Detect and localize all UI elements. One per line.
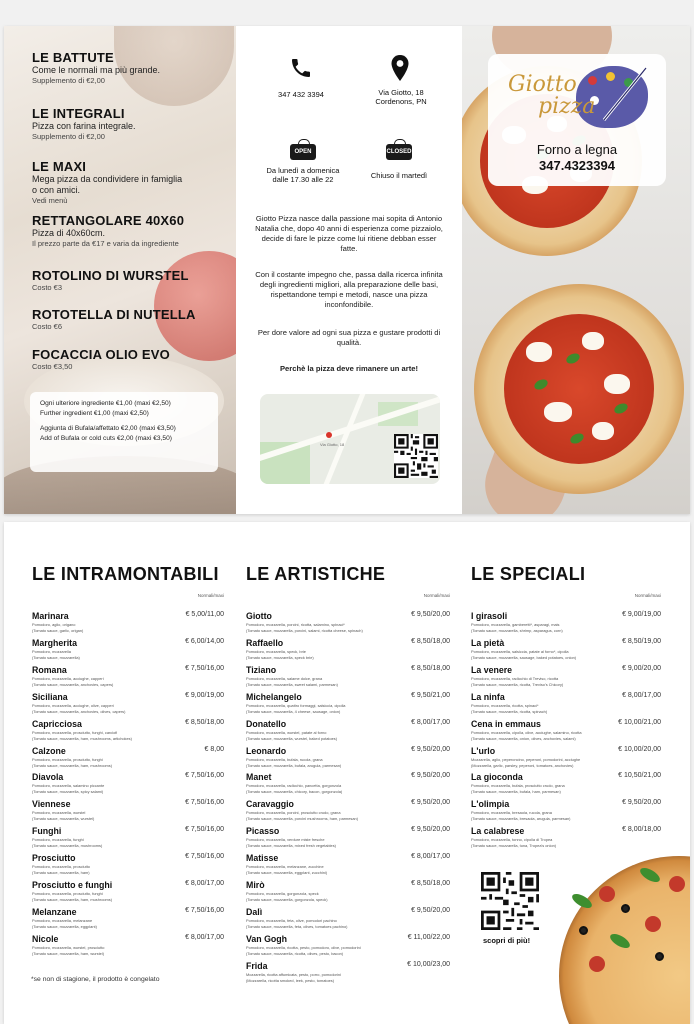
menu-item-name: Raffaello (246, 637, 284, 648)
menu-item (32, 746, 224, 773)
menu-item-price: € 8,00/17,00 (411, 718, 450, 726)
menu-item (471, 611, 661, 638)
menu-item (471, 772, 661, 799)
menu-item (32, 611, 224, 638)
menu-item-price: € 9,00/19,00 (622, 611, 661, 618)
menu-item (246, 934, 450, 961)
menu-item (32, 934, 224, 961)
menu-item-ingredients: Pomodoro, mozzarella, ricotta, pesto, pomodoro, olive, pomodorini (246, 944, 361, 950)
menu-item (32, 665, 224, 692)
menu-item-price: € 8,50/18,00 (185, 718, 224, 726)
address-line: Via Giotto, 18 (378, 88, 424, 97)
menu-item-name: Romana (32, 664, 67, 675)
menu-item-ingredients: Pomodoro, mozzarella, porcini, ricotta, salamino, spinaci* (246, 622, 345, 627)
menu-item-price: € 11,00/22,00 (407, 933, 450, 941)
menu-item (246, 772, 450, 799)
variant-rotella (32, 308, 232, 331)
menu-item-ingredients: Pomodoro, mozzarella, gamberetti*, asparagi, mais (471, 622, 560, 627)
variant-title: LE MAXI (32, 159, 87, 174)
variant-desc: Pizza con farina integrale. (32, 121, 136, 131)
menu-item-name: Frida (246, 960, 268, 971)
menu-item-ingredients-en: (Tomato sauce, mozzarella, mixed fresh vegetables) (246, 843, 336, 849)
panel-cover (462, 26, 690, 514)
price-header: Normali/maxi (197, 593, 224, 598)
menu-item-ingredients: Pomodoro, mozzarella, melanzane, zucchine (246, 864, 324, 870)
tagline: Forno a legna (536, 142, 618, 157)
menu-item-ingredients-en: (Tomato sauce, mozzarella, porcini mushrooms, ham, parmesan) (246, 816, 359, 822)
about-paragraph: Per dore valore ad ogni sua pizza e gustare prodotti di qualità. (257, 328, 441, 347)
about-paragraph: Giotto Pizza nasce dalla passione mai sopita di Antonio Natalia che, dopo 40 anni di esperienza come pizzaiolo, decide di fare le pizze come lui ritiene debban esser fatte. (255, 214, 443, 253)
price-header: Normali/maxi (423, 593, 450, 598)
hours-line: Da lunedì a domenica (266, 166, 340, 175)
variant-desc: Pizza di 40x60cm. (32, 228, 106, 238)
menu-item-ingredients: Pomodoro, mozzarella, bresaola, rucola, grana (471, 810, 552, 816)
menu-item (246, 853, 450, 880)
map-marker-icon (326, 432, 332, 438)
menu-item (471, 665, 661, 692)
menu-item-price: € 7,50/16,00 (185, 664, 224, 672)
address-line: Cordenons, PN (375, 97, 427, 106)
menu-item-price: € 8,00/17,00 (411, 853, 450, 861)
menu-item-price: € 8,00/17,00 (185, 880, 224, 887)
menu-item (32, 880, 224, 907)
variant-rotolino (32, 269, 232, 292)
menu-item-name: La calabrese (471, 826, 525, 837)
menu-item-ingredients: Pomodoro, mozzarella, porcini, prosciutto crudo, grana (246, 810, 341, 816)
menu-item (32, 692, 224, 719)
variant-rettangolare (32, 214, 232, 248)
section-title: LE SPECIALI (471, 564, 586, 584)
menu-item-ingredients-en: (Tomato sauce, mozzarella, ham) (32, 870, 90, 876)
hours-line: dalle 17.30 alle 22 (272, 175, 334, 184)
menu-item-name: Matisse (246, 853, 279, 864)
menu-item-name: Van Gogh (246, 933, 288, 944)
menu-item-name: Tiziano (246, 664, 277, 675)
menu-item-ingredients: Pomodoro, mozzarella, salame dolce, grana (246, 675, 323, 681)
menu-item-price: € 9,50/20,00 (411, 906, 450, 914)
menu-item (32, 907, 224, 934)
menu-item-ingredients: Pomodoro, mozzarella, cipolla, olive, acciughe, salamino, ricotta (471, 729, 582, 735)
menu-item-ingredients: Pomodoro, mozzarella, ricotta, spinaci* (471, 702, 539, 708)
menu-item-ingredients-en: (Tomato sauce, mozzarella, 4 cheese, sausage, onion) (246, 708, 341, 714)
pizza-illustration (559, 856, 690, 1024)
menu-item-name: I girasoli (471, 611, 508, 621)
menu-item-ingredients-en: (Tomato sauce, mozzarella, speck brie) (246, 654, 314, 660)
menu-item-price: € 9,50/20,00 (622, 799, 661, 807)
logo-word: pizza (538, 94, 596, 119)
opening-hours (252, 166, 354, 184)
menu-item-price: € 7,50/16,00 (185, 772, 224, 780)
menu-item-price: € 7,50/16,00 (185, 853, 224, 861)
menu-item-price: € 8,50/18,00 (411, 880, 450, 887)
menu-item-ingredients-en: (Tomato sauce, mozzarella, bresaola, arugula, parmesan) (471, 816, 571, 822)
menu-item-ingredients-en: (Tomato sauce, mozzarella, ricotta, Treviso's Chicory) (471, 681, 564, 687)
menu-item (471, 799, 661, 826)
menu-item-price: € 9,00/20,00 (622, 664, 661, 672)
variant-battute (32, 51, 232, 85)
phone-icon (289, 56, 313, 80)
extra-line: Ogni ulteriore ingrediente €1,00 (maxi €2,50) (40, 400, 171, 407)
phone-number[interactable]: 347 432 3394 (278, 90, 324, 99)
variant-desc: Mega pizza da condividere in famiglia (32, 174, 183, 184)
menu-item-ingredients-en: (Tomato sauce, mozzarella, mushrooms) (32, 843, 103, 849)
variant-sub: Supplemento di €2,00 (32, 132, 105, 141)
menu-item (246, 880, 450, 907)
extra-line: Add of Bufala or cold cuts €2,00 (maxi €3,50) (40, 434, 172, 442)
menu-item (32, 853, 224, 880)
menu-item-ingredients-en: (Tomato sauce, mozzarella, anchovies, capers) (32, 681, 114, 687)
variant-focaccia (32, 348, 232, 371)
variant-integrali (32, 107, 232, 141)
menu-item-price: € 10,00/23,00 (407, 960, 450, 968)
extras-box (30, 392, 218, 472)
menu-item-price: € 8,50/18,00 (411, 664, 450, 672)
menu-item-name: Siciliana (32, 691, 68, 702)
brand-logo-card (488, 54, 666, 186)
menu-item-price: € 9,50/20,00 (411, 745, 450, 753)
menu-item-price: € 9,00/19,00 (185, 691, 224, 699)
menu-item-ingredients-en: (Mozzarella, garlic, parsley, peperoni, tomatoes, anchovies) (471, 762, 574, 768)
menu-item (246, 611, 450, 638)
menu-item (246, 907, 450, 934)
open-sign-icon: OPEN (290, 144, 316, 160)
pizza-photo (474, 284, 684, 494)
menu-item (246, 638, 450, 665)
menu-item-name: L'urlo (471, 745, 496, 756)
address (358, 88, 444, 106)
motto: Perchè la pizza deve rimanere un arte! (279, 364, 418, 373)
menu-item-ingredients-en: (Tomato sauce, mozzarella) (32, 654, 80, 660)
menu-item-name: La gioconda (471, 772, 523, 783)
variant-title: ROTOLINO DI WURSTEL (32, 268, 189, 283)
menu-item-price: € 8,00/18,00 (622, 826, 661, 834)
menu-item-price: € 10,00/20,00 (618, 745, 661, 753)
menu-item-price: € 8,00/17,00 (622, 691, 661, 699)
variant-desc: Come le normali ma più grande. (32, 65, 161, 75)
menu-item-ingredients-en: (Tomato sauce, mozzarella, ricotta, olives, pesto, bacon) (246, 950, 344, 956)
menu-item-price: € 9,50/20,00 (411, 611, 450, 618)
panel-variants (4, 26, 236, 514)
menu-item-ingredients-en: (Tomato sauce, mozzarella, ham, wurstel) (32, 950, 105, 956)
menu-item-name: Cena in emmaus (471, 718, 541, 729)
menu-item-name: Marinara (32, 611, 69, 621)
menu-item-ingredients-en: (Tomato sauce, mozzarella, porcini, salami, ricotta cheese, spinach) (246, 628, 363, 633)
menu-item-ingredients-en: (Tomato sauce, mozzarella, chicory, bacon, gorgonzola) (246, 789, 343, 795)
menu-item-ingredients-en: (Mozzarella, ricotta smoked, leek, pesto, tomatoes) (246, 977, 335, 983)
menu-item-ingredients: Pomodoro, mozzarella, wurstel, patate al forno (246, 729, 327, 735)
menu-item (32, 826, 224, 853)
menu-item-ingredients: Pomodoro, mozzarella, prosciutto, funghi (32, 891, 103, 896)
menu-item-price: € 7,50/16,00 (185, 826, 224, 834)
variant-sub: Vedi menù (32, 196, 68, 205)
menu-item-price: € 9,50/21,00 (411, 691, 450, 699)
panel-info (236, 26, 462, 514)
menu-item (246, 665, 450, 692)
menu-item-price: € 10,50/21,00 (618, 772, 661, 780)
menu-item (471, 826, 661, 853)
menu-item-ingredients: Pomodoro, mozzarella, melanzane (32, 917, 93, 923)
section-title: LE ARTISTICHE (246, 564, 386, 584)
menu-item (32, 719, 224, 746)
menu-item-name: Viennese (32, 799, 71, 810)
variant-title: LE INTEGRALI (32, 106, 125, 121)
location-pin-icon (390, 54, 410, 82)
menu-item-name: La pietà (471, 637, 505, 648)
scan-more-label: scopri di più! (483, 936, 531, 945)
menu-item-ingredients: Pomodoro, mozzarella, acciughe, olive, capperi (32, 702, 114, 708)
menu-item (32, 772, 224, 799)
menu-item (471, 692, 661, 719)
variant-sub: Il prezzo parte da €17 e varia da ingrediente (32, 239, 179, 248)
menu-item-ingredients-en: (Tomato sauce, mozzarella, wurstel, baked potatoes) (246, 735, 338, 741)
menu-item-ingredients: Pomodoro, aglio, origano (32, 622, 76, 627)
menu-item-name: Leonardo (246, 745, 287, 756)
menu-item-price: € 5,00/11,00 (185, 611, 224, 618)
menu-item-ingredients: Pomodoro, mozzarella, radicchio, pancetta, gorgonzola (246, 783, 342, 789)
menu-item-ingredients-en: (Tomato sauce, mozzarella, onion, olives, anchovies, salami) (471, 735, 576, 741)
menu-item-ingredients-en: (Tomato sauce, mozzarella, ricotta, spinach) (471, 708, 548, 714)
menu-item-name: Caravaggio (246, 799, 294, 810)
variant-title: LE BATTUTE (32, 50, 114, 65)
menu-item-ingredients-en: (Tomato sauce, mozzarella, gorgonzola, speck) (246, 897, 328, 902)
menu-item-ingredients-en: (Tomato sauce, mozzarella, bufala, arugula, parmesan) (246, 762, 342, 768)
menu-item-ingredients-en: (Tomato sauce, mozzarella, eggplant) (32, 923, 97, 929)
menu-item-ingredients: Pomodoro, mozzarella, bufala, prosciutto crudo, grana (471, 783, 565, 789)
menu-item-ingredients: Pomodoro, mozzarella, quattro formaggi, salsiccia, cipolla (246, 702, 346, 708)
menu-item (246, 799, 450, 826)
menu-item-name: Donatello (246, 718, 287, 729)
menu-item-ingredients-en: (Tomato sauce, mozzarella, bufala, ham, parmesan) (471, 789, 561, 795)
menu-item-name: Prosciutto (32, 853, 76, 864)
brochure-menu (4, 522, 690, 1024)
menu-item-ingredients: Pomodoro, mozzarella (32, 648, 71, 654)
menu-item (32, 638, 224, 665)
variant-title: FOCACCIA OLIO EVO (32, 347, 170, 362)
menu-item (246, 692, 450, 719)
menu-item-ingredients: Pomodoro, mozzarella, bufala, rucola, grana (246, 756, 323, 762)
menu-item-name: Capricciosa (32, 718, 82, 729)
menu-item-ingredients-en: (Tomato sauce, mozzarella, ham, mushrooms) (32, 897, 113, 902)
menu-item-ingredients-en: (Tomato sauce, mozzarella, eggplant, zucchini) (246, 870, 328, 876)
menu-item-price: € 8,00 (204, 745, 224, 753)
variant-title: ROTOTELLA DI NUTELLA (32, 307, 196, 322)
menu-item-ingredients: Pomodoro, mozzarella, wurstel (32, 810, 86, 816)
menu-item-price: € 6,00/14,00 (185, 637, 224, 645)
menu-item-ingredients: Mozzarella, aglio, peperoncino, peperoni, pomodorini, acciughe (471, 756, 581, 762)
menu-item (471, 719, 661, 746)
menu-item-ingredients-en: (Tomato sauce, mozzarella, shrimp, asparagus, corn) (471, 628, 563, 633)
price-header: Normali/maxi (634, 593, 661, 598)
extra-line: Further ingredient €1,00 (maxi €2,50) (40, 409, 149, 417)
about-paragraph: Con il costante impegno che, passa dalla ricerca infinita degli ingredienti migliori, alla preparazione delle basi, rispettandone tempi e metodi, nasce una pizza inconfondibile. (255, 270, 443, 309)
menu-item-name: L'olimpia (471, 799, 510, 810)
menu-item-name: Michelangelo (246, 691, 302, 702)
menu-item-ingredients-en: (Tomato sauce, mozzarella, anchovies, olives, capers) (32, 708, 126, 714)
menu-item-name: Diavola (32, 772, 64, 783)
extra-line: Aggiunta di Bufala/affettato €2,00 (maxi €3,50) (40, 425, 176, 432)
menu-item-name: Melanzane (32, 906, 77, 917)
menu-item-ingredients: Pomodoro, mozzarella, salsiccia, patate al forno*, cipolla (471, 648, 569, 654)
menu-item-price: € 9,50/20,00 (411, 799, 450, 807)
menu-item (246, 826, 450, 853)
menu-item-ingredients: Pomodoro, mozzarella, prosciutto (32, 864, 90, 870)
variant-desc: o con amici. (32, 185, 81, 195)
menu-item-name: La venere (471, 664, 513, 675)
logo-word: Giotto (508, 72, 577, 97)
menu-item-price: € 8,00/17,00 (185, 933, 224, 941)
menu-item-ingredients: Pomodoro, mozzarella, tonno, cipolla di Tropea (471, 837, 553, 843)
menu-item-ingredients: Pomodoro, mozzarella, salamino piccante (32, 783, 105, 789)
closed-day: Chiuso il martedì (370, 171, 428, 180)
qr-code-menu[interactable] (481, 872, 539, 930)
menu-item-ingredients-en: (Tomato sauce, mozzarella, spicy salami) (32, 789, 104, 795)
variant-sub: Supplemento di €2,00 (32, 76, 105, 85)
menu-item-ingredients: Pomodoro, mozzarella, speck, brie (246, 648, 306, 654)
menu-item-ingredients-en: (Tomato sauce, mozzarella, ham, mushrooms, artichokes) (32, 735, 132, 741)
menu-item-ingredients-en: (Tomato sauce, mozzarella, feta, olives, tomatoes pachino) (246, 923, 348, 929)
section-title: LE INTRAMONTABILI (32, 564, 219, 584)
menu-item-name: Calzone (32, 745, 66, 756)
menu-item-name: Margherita (32, 637, 77, 648)
menu-item (471, 746, 661, 773)
menu-item-name: Mirò (246, 880, 265, 890)
menu-item-price: € 7,50/16,00 (185, 906, 224, 914)
menu-item-ingredients-en: (Tomato sauce, garlic, origan) (32, 628, 84, 633)
brochure-front (4, 26, 690, 514)
menu-item-price: € 10,00/21,00 (618, 718, 661, 726)
variant-sub: Costo €3,50 (32, 362, 73, 371)
map-label: Via Giotto, 18 (320, 442, 345, 447)
menu-item-ingredients-en: (Tomato sauce, mozzarella, ham, mushrooms) (32, 762, 113, 768)
menu-item-ingredients: Mozzarella, ricotta affumicata, pesto, porro, pomodorini (246, 971, 341, 977)
menu-item-price: € 8,50/18,00 (411, 637, 450, 645)
menu-item-ingredients: Pomodoro, mozzarella, prosciutto, funghi, carciofi (32, 729, 118, 735)
menu-item-name: Nicole (32, 933, 59, 944)
variant-title: RETTANGOLARE 40X60 (32, 213, 185, 228)
menu-item-ingredients: Pomodoro, mozzarella, prosciutto, funghi (32, 756, 103, 762)
menu-item (246, 961, 450, 988)
menu-item-ingredients-en: (Tomato sauce, mozzarella, sausage, baked potatoes, onion) (471, 654, 577, 660)
variant-maxi (32, 160, 232, 205)
menu-item-ingredients-en: (Tomato sauce, mozzarella, tuna, Tropea's onion) (471, 843, 557, 849)
menu-item-price: € 9,50/20,00 (411, 772, 450, 780)
footnote: *se non di stagione, il prodotto è congelato (31, 976, 160, 983)
menu-item-ingredients-en: (Tomato sauce, mozzarella, wurstel) (32, 816, 95, 822)
cover-phone[interactable]: 347.4323394 (539, 158, 615, 173)
menu-item-name: Dalì (246, 906, 263, 917)
variant-sub: Costo €6 (32, 322, 63, 331)
menu-item-ingredients: Pomodoro, mozzarella, radicchio di Treviso, ricotta (471, 675, 559, 681)
menu-item-ingredients-en: (Tomato sauce, mozzarella, sweet salami, parmesan) (246, 681, 338, 687)
menu-item-name: Picasso (246, 826, 280, 837)
menu-item-ingredients: Pomodoro, mozzarella, wurstel, prosciutto (32, 944, 105, 950)
menu-item (32, 799, 224, 826)
menu-item-price: € 8,50/19,00 (622, 637, 661, 645)
menu-item (246, 746, 450, 773)
menu-item-name: Funghi (32, 826, 62, 837)
variant-sub: Costo €3 (32, 283, 63, 292)
menu-item-name: Giotto (246, 611, 272, 621)
menu-item-ingredients: Pomodoro, mozzarella, verdure miste fresche (246, 837, 325, 843)
menu-item-name: Prosciutto e funghi (32, 880, 113, 890)
menu-item-ingredients: Pomodoro, mozzarella, acciughe, capperi (32, 675, 104, 681)
menu-item-price: € 7,50/16,00 (185, 799, 224, 807)
menu-item (471, 638, 661, 665)
qr-code-map[interactable] (394, 434, 438, 478)
menu-item-ingredients: Pomodoro, mozzarella, funghi (32, 837, 84, 843)
menu-item (246, 719, 450, 746)
menu-item-name: La ninfa (471, 691, 505, 702)
closed-sign-icon: CLOSED (386, 144, 412, 160)
menu-item-ingredients: Pomodoro, mozzarella, gorgonzola, speck (246, 891, 319, 896)
menu-item-price: € 9,50/20,00 (411, 826, 450, 834)
menu-item-name: Manet (246, 772, 272, 783)
menu-item-ingredients: Pomodoro, mozzarella, feta, olive, pomodori pachino (246, 917, 337, 923)
